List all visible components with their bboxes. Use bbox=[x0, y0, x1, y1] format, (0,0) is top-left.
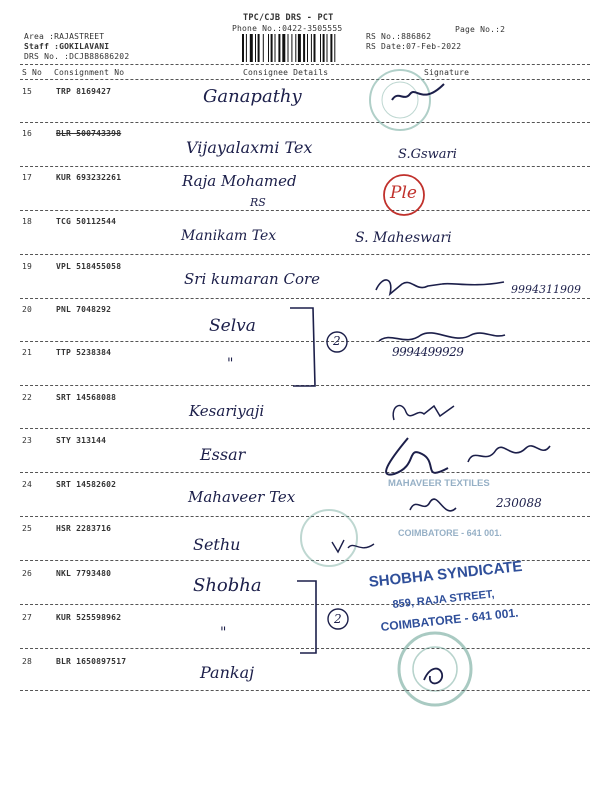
group-count-a: 2 bbox=[333, 334, 341, 348]
signature-21: 9994499929 bbox=[392, 345, 464, 359]
consignee-18: Manikam Tex bbox=[181, 228, 277, 244]
group-bracket-b bbox=[292, 575, 362, 660]
consignee-24: Mahaveer Tex bbox=[188, 488, 296, 506]
barcode-bar bbox=[258, 34, 260, 62]
consignee-27: " bbox=[220, 625, 227, 641]
group-count-b: 2 bbox=[334, 612, 342, 626]
consignee-17: Raja Mohamed bbox=[182, 172, 297, 190]
column-signature: Signature bbox=[424, 68, 470, 77]
row-sno: 17 bbox=[22, 173, 33, 182]
barcode-bar bbox=[303, 34, 305, 62]
barcode-bar bbox=[327, 34, 328, 62]
row-divider bbox=[20, 254, 590, 255]
signature-19-scrawl bbox=[372, 270, 512, 304]
barcode-bar bbox=[271, 34, 273, 62]
row-sno: 19 bbox=[22, 262, 33, 271]
row-sno: 25 bbox=[22, 524, 33, 533]
green-stamp-bottom bbox=[394, 628, 476, 710]
column-consignee: Consignee Details bbox=[243, 68, 329, 77]
barcode-bar bbox=[311, 34, 312, 62]
header-divider bbox=[20, 64, 590, 65]
row-sno: 26 bbox=[22, 569, 33, 578]
barcode-bar bbox=[334, 34, 335, 62]
signature-24-scrawl bbox=[408, 490, 494, 524]
row-divider-end bbox=[20, 690, 590, 691]
group-bracket-a bbox=[285, 300, 355, 395]
mahaveer-stamp-line2: COIMBATORE - 641 001. bbox=[398, 528, 502, 538]
signature-22 bbox=[388, 398, 458, 430]
row-consignment-number: TCG 50112544 bbox=[56, 217, 117, 226]
barcode-bar bbox=[275, 34, 276, 62]
row-consignment-number: SRT 14582602 bbox=[56, 480, 117, 489]
row-consignment-number: SRT 14568088 bbox=[56, 393, 117, 402]
row-consignment-number: HSR 2283716 bbox=[56, 524, 112, 533]
drs-number: DRS No. :DCJB88686202 bbox=[24, 52, 130, 61]
barcode-bar bbox=[282, 34, 285, 62]
row-divider bbox=[20, 166, 590, 167]
shobha-stamp-line3: COIMBATORE - 641 001. bbox=[380, 605, 519, 634]
row-sno: 22 bbox=[22, 393, 33, 402]
barcode-bar bbox=[291, 34, 292, 62]
rs-date: RS Date:07-Feb-2022 bbox=[366, 42, 462, 51]
row-divider bbox=[20, 122, 590, 123]
row-sno: 21 bbox=[22, 348, 33, 357]
row-consignment-number: BLR 1650897517 bbox=[56, 657, 127, 666]
rs-note: RS bbox=[250, 196, 266, 209]
row-sno: 23 bbox=[22, 436, 33, 445]
row-consignment-number: TTP 5238384 bbox=[56, 348, 112, 357]
barcode-bar bbox=[307, 34, 308, 62]
consignee-28: Pankaj bbox=[200, 663, 255, 682]
staff-label: Staff :GOKILAVANI bbox=[24, 42, 110, 51]
barcode-bar bbox=[250, 34, 253, 62]
row-consignment-number: KUR 525598962 bbox=[56, 613, 122, 622]
barcode-bar bbox=[330, 34, 332, 62]
row-consignment-number: VPL 518455058 bbox=[56, 262, 122, 271]
rs-number: RS No.:886862 bbox=[366, 32, 432, 41]
barcode bbox=[240, 34, 356, 62]
consignee-21: " bbox=[227, 356, 234, 372]
row-divider bbox=[20, 428, 590, 429]
mahaveer-stamp-line1: MAHAVEER TEXTILES bbox=[388, 478, 490, 489]
signature-18: S. Maheswari bbox=[355, 230, 452, 246]
consignee-23: Essar bbox=[200, 445, 246, 464]
row-consignment-number: BLR 500743398 bbox=[56, 129, 122, 138]
barcode-bar bbox=[288, 34, 289, 62]
row-consignment-number: KUR 693232261 bbox=[56, 173, 122, 182]
row-consignment-number: STY 313144 bbox=[56, 436, 107, 445]
consignee-19: Sri kumaran Core bbox=[184, 270, 321, 288]
signature-15 bbox=[388, 82, 448, 112]
barcode-bar bbox=[255, 34, 256, 62]
barcode-bar bbox=[278, 34, 280, 62]
row-sno: 15 bbox=[22, 87, 33, 96]
row-sno: 24 bbox=[22, 480, 33, 489]
shobha-stamp-line1: SHOBHA SYNDICATE bbox=[368, 557, 524, 591]
signature-17: Ple bbox=[390, 183, 417, 203]
barcode-bar bbox=[314, 34, 316, 62]
phone-number: Phone No.:0422-3505555 bbox=[232, 24, 343, 33]
area-label: Area :RAJASTREET bbox=[24, 32, 105, 41]
row-consignment-number: NKL 7793480 bbox=[56, 569, 112, 578]
row-divider bbox=[20, 210, 590, 211]
consignee-26: Shobha bbox=[193, 575, 262, 596]
page-number: Page No.:2 bbox=[455, 25, 506, 34]
signature-24: 230088 bbox=[496, 496, 542, 510]
column-divider bbox=[20, 79, 590, 80]
barcode-bar bbox=[320, 34, 321, 62]
consignee-15: Ganapathy bbox=[203, 86, 302, 107]
row-sno: 20 bbox=[22, 305, 33, 314]
row-sno: 27 bbox=[22, 613, 33, 622]
document-title: TPC/CJB DRS - PCT bbox=[243, 13, 334, 23]
consignee-25: Sethu bbox=[193, 535, 241, 554]
row-consignment-number: TRP 8169427 bbox=[56, 87, 112, 96]
column-consignment: Consignment No bbox=[54, 68, 125, 77]
barcode-bar bbox=[263, 34, 264, 62]
barcode-bar bbox=[246, 34, 247, 62]
row-sno: 28 bbox=[22, 657, 33, 666]
signature-25 bbox=[330, 536, 378, 558]
signature-16: S.Gswari bbox=[398, 147, 457, 162]
consignee-16: Vijayalaxmi Tex bbox=[186, 138, 313, 157]
barcode-bar bbox=[242, 34, 244, 62]
signature-19-phone: 9994311909 bbox=[511, 283, 581, 296]
consignee-22: Kesariyaji bbox=[189, 402, 265, 420]
column-sno: S No bbox=[22, 68, 43, 77]
barcode-bar bbox=[323, 34, 325, 62]
row-consignment-number: PNL 7048292 bbox=[56, 305, 112, 314]
row-sno: 18 bbox=[22, 217, 33, 226]
shobha-stamp-line2: 859, RAJA STREET, bbox=[392, 588, 495, 611]
barcode-bar bbox=[268, 34, 269, 62]
barcode-bar bbox=[298, 34, 301, 62]
barcode-bar bbox=[295, 34, 296, 62]
row-sno: 16 bbox=[22, 129, 33, 138]
consignee-20: Selva bbox=[209, 316, 256, 336]
